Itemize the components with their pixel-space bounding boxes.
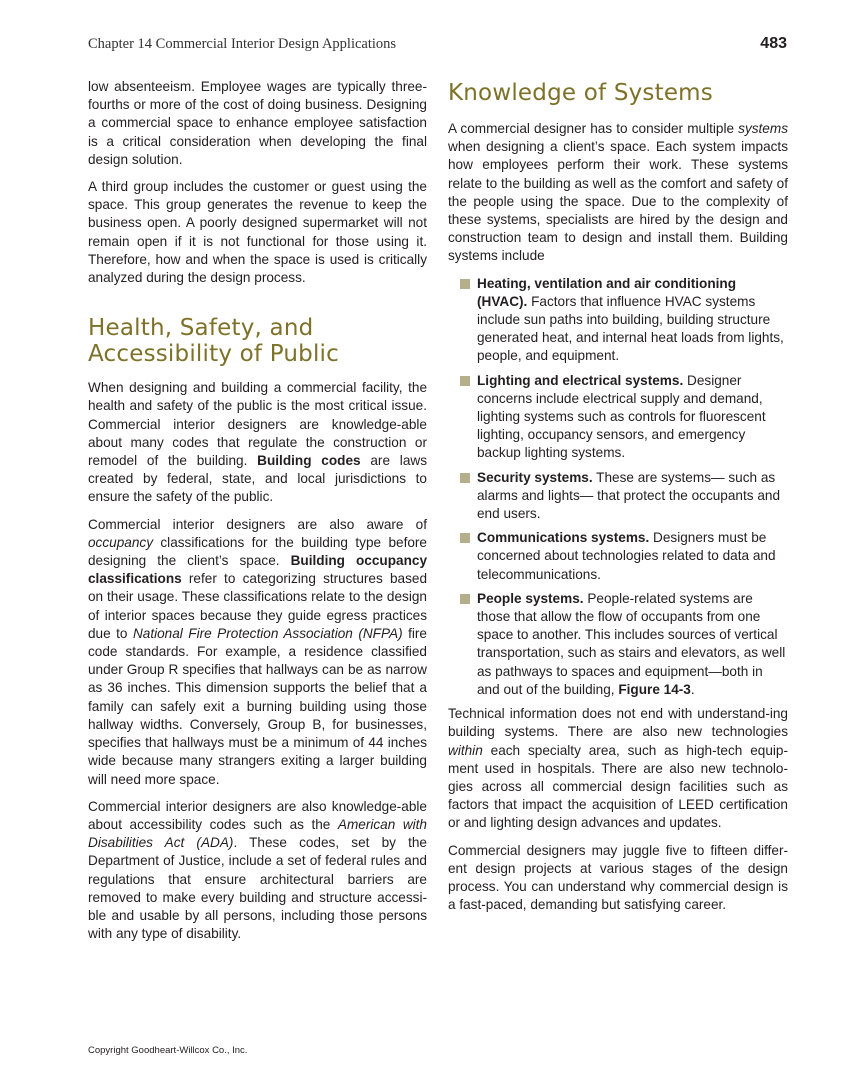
list-item-text: Designer concerns include electrical supply and demand, lighting systems such as controls for fluorescent lighting, occupancy sensors, and emergency backup lighting systems.: [477, 372, 766, 461]
list-item-text: These are systems— such as alarms and lights— that protect the occupants and end users.: [477, 469, 781, 522]
text: Commercial interior designers are also aware of: [88, 516, 427, 532]
paragraph-employee-wages: low absenteeism. Employee wages are typically three-fourths or more of the cost of doing business. Designing a commercial space to enhance employee satisfaction is a critical consideration when developing the final design solution.: [88, 79, 427, 167]
paragraph-systems-intro: [448, 120, 788, 266]
text: A commercial designer has to consider multiple: [448, 121, 739, 136]
list-item-title: Communications systems.: [477, 530, 650, 546]
list-item-hvac: [460, 275, 788, 366]
list-item-security: [460, 469, 788, 524]
systems-list: [448, 275, 788, 699]
paragraph-juggle-projects: Commercial designers may juggle five to fifteen differ-ent design projects at various stages of the design process. You can understand why commercial design is a fast-paced, demanding but satisfying career.: [448, 842, 788, 913]
heading-line-2: Accessibility of Public: [88, 341, 339, 368]
text: Technical information does not end with understand-ing building systems. There are also new technologies: [448, 706, 788, 740]
text: classifications for the building type before designing the client’s space.: [88, 534, 427, 569]
paragraph-building-codes: [88, 379, 427, 506]
list-item-text: People-related systems are those that allow the flow of occupants from one space to another. This includes sources of vertical transportation, such as stairs and elevators, as well as pathways to spaces and equipment—both in and out of the building,: [477, 590, 786, 697]
text: each specialty area, such as high-tech equip-ment used in hospitals. There are also new technolo-gies across all commercial design facilities such as factors that impact the acquisition of LEED certification or and lighting design advances and updates.: [448, 742, 788, 831]
term-ada: American with Disabilities Act (ADA): [88, 816, 427, 851]
list-item-title: Heating, ventilation and air conditioning (HVAC).: [477, 275, 737, 309]
text: when designing a client’s space. Each system impacts how employees perform their work. These systems relate to the building as well as the comfort and safety of the people using the space. Due to the complexity of these systems, specialists are hired by the design and construction team to design and install them. Building systems include: [448, 139, 788, 264]
list-item-title: Lighting and electrical systems.: [477, 372, 684, 388]
term-building-codes: Building codes: [257, 453, 361, 469]
list-item-communications: [460, 529, 788, 584]
list-item-text: Factors that influence HVAC systems include sun paths into building, building structure generated heat, and internal heat loads from lights, people, and equipment.: [477, 293, 784, 364]
text: Commercial interior designers are also knowledge-able about accessibility codes such as the: [88, 798, 427, 832]
heading-health-safety: [88, 315, 427, 367]
square-bullet-icon: [460, 594, 470, 604]
paragraph-technical-information: [448, 705, 788, 832]
list-item-title: People systems.: [477, 590, 584, 606]
term-nfpa: National Fire Protection Association (NFPA): [132, 625, 403, 641]
copyright-footer: Copyright Goodheart-Willcox Co., Inc.: [88, 1045, 248, 1056]
paragraph-occupancy: [88, 516, 427, 789]
list-item-title: Security systems.: [477, 469, 593, 485]
paragraph-third-group: A third group includes the customer or guest using the space. This group generates the revenue to keep the business open. A poorly designed supermarket will not remain open if it is not functional for those using it. Therefore, how and when the space is used is critically analyzed during the design process.: [88, 179, 427, 286]
paragraph-accessibility: [88, 798, 427, 944]
term-occupancy: occupancy: [88, 534, 153, 550]
text: are laws created by federal, state, and local jurisdictions to ensure the safety of the public.: [88, 453, 427, 505]
square-bullet-icon: [460, 473, 470, 483]
text: When designing and building a commercial facility, the health and safety of the public is the most critical issue. Commercial interior designers are knowledge-able about many codes that regulate the construction or remodel of the building.: [88, 380, 427, 469]
text: .: [690, 681, 695, 697]
right-column: [448, 78, 788, 923]
text: refer to categorizing structures based on their usage. These classifications relate to the design of interior spaces because they guide egress practices due to: [88, 571, 427, 641]
term-building-occupancy-classifications: Building occupancy classifications: [88, 553, 428, 587]
heading-line-1: Health, Safety, and: [88, 315, 314, 342]
square-bullet-icon: [460, 279, 470, 289]
square-bullet-icon: [460, 376, 470, 386]
list-item-people: [460, 590, 788, 699]
figure-reference: Figure 14-3: [618, 681, 691, 697]
term-within: within: [448, 742, 483, 758]
left-column: [88, 78, 427, 952]
term-systems: systems: [738, 121, 788, 136]
text: . These codes, set by the Department of Justice, include a set of federal rules and regulations that ensure architectural barriers are removed to make every building and structure accessi-ble and usable by all persons, including those persons with any type of disability.: [88, 835, 427, 942]
square-bullet-icon: [460, 533, 470, 543]
running-head: Chapter 14 Commercial Interior Design Applications: [88, 36, 397, 52]
heading-knowledge-of-systems: Knowledge of Systems: [448, 80, 713, 106]
page-number: 483: [760, 35, 787, 52]
list-item-text: Designers must be concerned about technologies related to data and telecommunications.: [477, 530, 776, 582]
list-item-lighting: [460, 372, 788, 463]
text: fire code standards. For example, a residence classified under Group R specifies that hallways can be as narrow as 36 inches. This dimension supports the belief that a family can safely exit a burning building using those hallway widths. Conversely, Group B, for businesses, specifies that hallways must be a minimum of 44 inches wide because many strangers exiting a larger building will need more space.: [88, 625, 427, 787]
